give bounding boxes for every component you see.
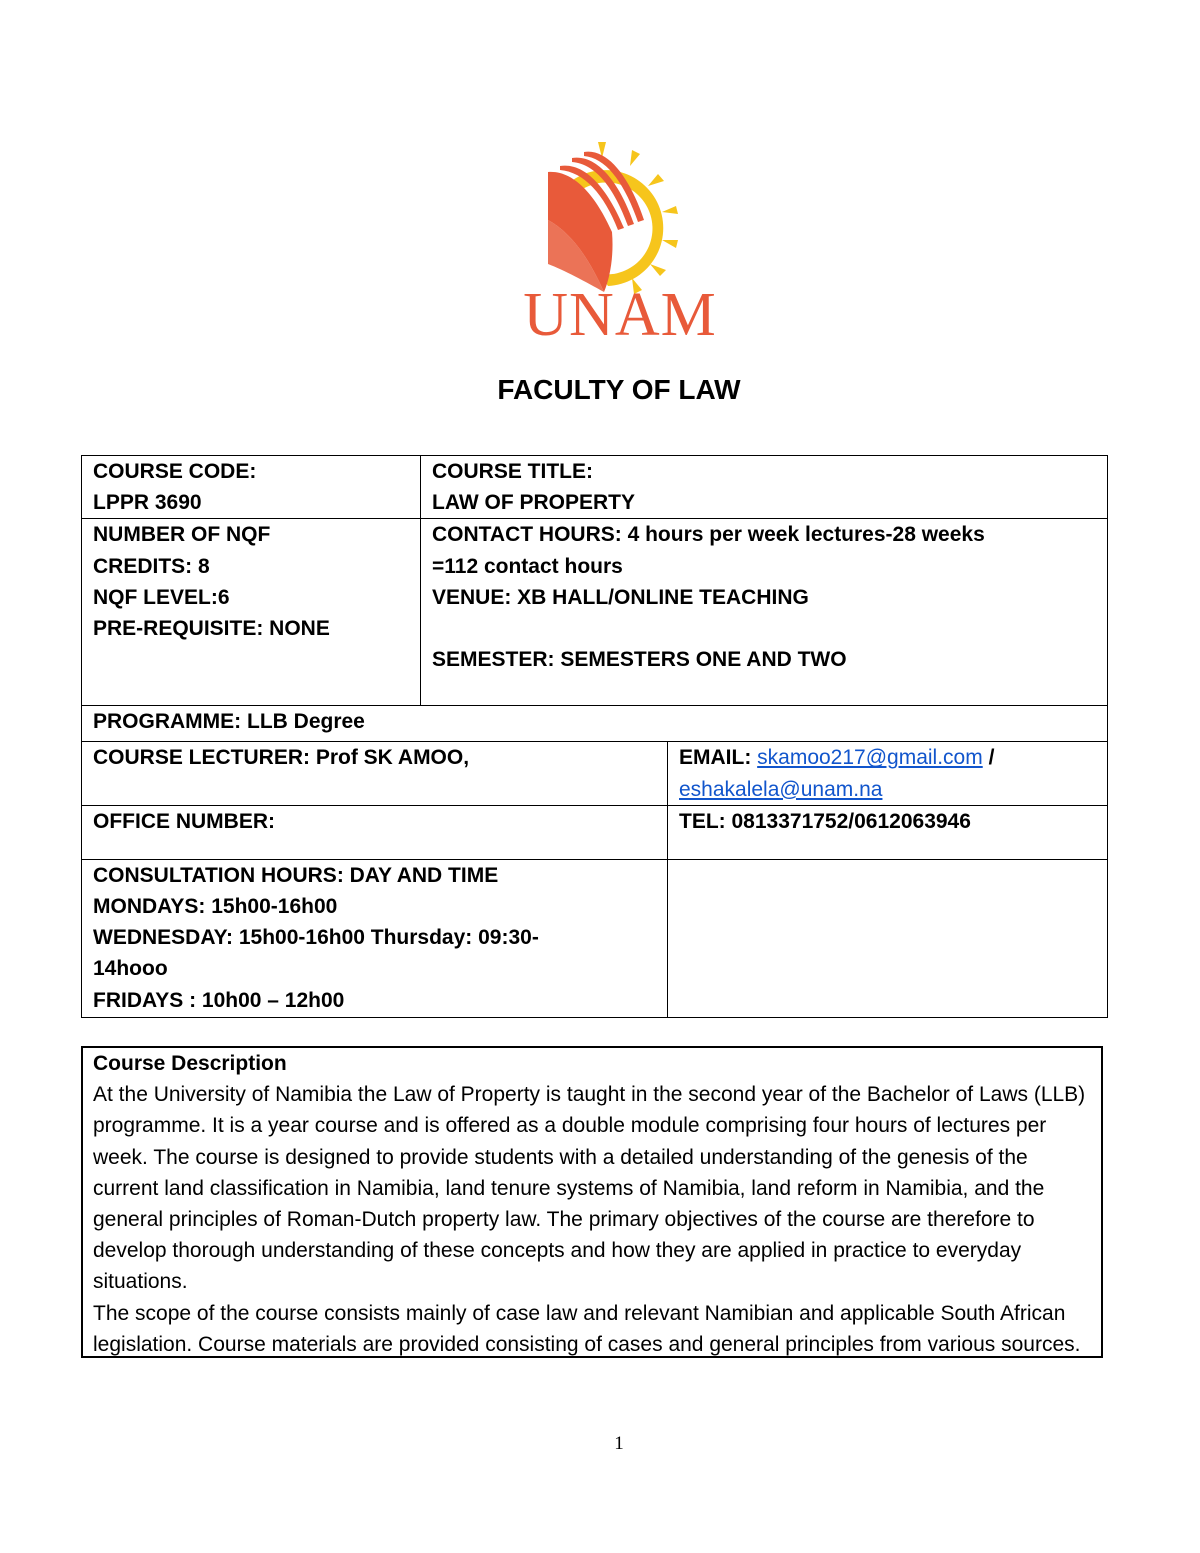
description-paragraph: The scope of the course consists mainly of case law and relevant Namibian and applicable South African legislation. Course materials are provided consisting of cases and general principles from various sources. bbox=[93, 1301, 1081, 1356]
email-link-primary[interactable]: skamoo217@gmail.com bbox=[757, 746, 983, 770]
course-code-value: LPPR 3690 bbox=[93, 491, 202, 515]
contact-cell bbox=[421, 519, 1108, 706]
semester: SEMESTER: SEMESTERS ONE AND TWO bbox=[432, 648, 847, 672]
course-code-cell bbox=[82, 456, 421, 519]
programme-cell: PROGRAMME: LLB Degree bbox=[82, 706, 1108, 742]
faculty-title: FACULTY OF LAW bbox=[497, 374, 741, 405]
course-title-label: COURSE TITLE: bbox=[432, 460, 593, 483]
nqf-credits-line1: NUMBER OF NQF bbox=[93, 523, 271, 547]
nqf-level: NQF LEVEL:6 bbox=[93, 585, 230, 609]
empty-cell bbox=[668, 859, 1108, 1017]
table-row bbox=[82, 859, 1108, 1017]
table-row bbox=[82, 805, 1108, 859]
table-row bbox=[82, 706, 1108, 742]
table-row bbox=[82, 519, 1108, 706]
consult-line: WEDNESDAY: 15h00-16h00 Thursday: 09:30- bbox=[93, 926, 539, 950]
consult-line: CONSULTATION HOURS: DAY AND TIME bbox=[93, 863, 499, 887]
description-heading: Course Description bbox=[93, 1052, 287, 1075]
office-cell: OFFICE NUMBER: bbox=[82, 805, 668, 859]
table-row bbox=[82, 456, 1108, 519]
nqf-credits-line2: CREDITS: 8 bbox=[93, 554, 210, 578]
consult-line: 14hooo bbox=[93, 957, 168, 981]
consult-line: FRIDAYS : 10h00 – 12h00 bbox=[93, 988, 345, 1012]
course-info-table bbox=[81, 455, 1108, 1018]
course-title-cell bbox=[421, 456, 1108, 519]
contact-hours-line1: CONTACT HOURS: 4 hours per week lectures-28 weeks bbox=[432, 523, 985, 547]
consultation-cell bbox=[82, 859, 668, 1017]
email-separator: / bbox=[982, 746, 995, 770]
nqf-cell bbox=[82, 519, 421, 706]
consult-line: MONDAYS: 15h00-16h00 bbox=[93, 895, 338, 919]
prerequisite: PRE-REQUISITE: NONE bbox=[93, 617, 330, 641]
description-paragraph: At the University of Namibia the Law of Property is taught in the second year of the Bachelor of Laws (LLB) programme. It is a year course and is offered as a double module comprising four hours of lectures per week. The course is designed to provide students with a detailed understanding of the genesis of the current land classification in Namibia, land tenure systems of Namibia, land reform in Namibia, and the general principles of Roman-Dutch property law. The primary objectives of the course are therefore to develop thorough understanding of these concepts and how they are applied in practice to everyday situations. bbox=[93, 1083, 1086, 1294]
email-cell bbox=[668, 742, 1108, 805]
tel-cell: TEL: 0813371752/0612063946 bbox=[668, 805, 1108, 859]
lecturer-cell: COURSE LECTURER: Prof SK AMOO, bbox=[82, 742, 668, 805]
table-row bbox=[82, 742, 1108, 805]
page-number: 1 bbox=[614, 1433, 624, 1454]
course-title-value: LAW OF PROPERTY bbox=[432, 491, 636, 515]
course-description-box bbox=[81, 1046, 1103, 1358]
email-label: EMAIL: bbox=[679, 746, 758, 770]
logo-wordmark: UNAM bbox=[523, 281, 717, 349]
email-link-secondary[interactable]: eshakalela@unam.na bbox=[679, 777, 883, 801]
course-code-label: COURSE CODE: bbox=[93, 460, 257, 483]
contact-hours-line2: =112 contact hours bbox=[432, 554, 623, 578]
venue: VENUE: XB HALL/ONLINE TEACHING bbox=[432, 585, 809, 609]
